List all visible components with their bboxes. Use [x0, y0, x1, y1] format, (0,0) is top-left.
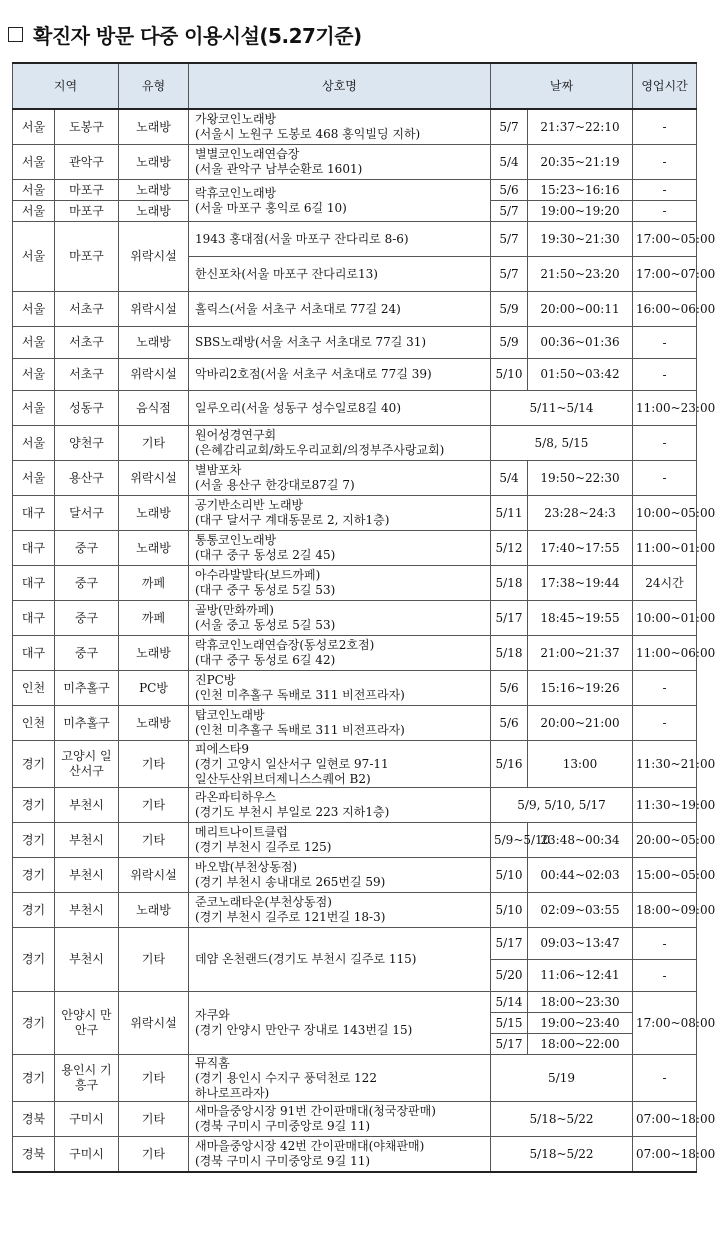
hours-cell: -: [633, 201, 697, 222]
header-type: 유형: [119, 63, 189, 109]
hours-cell: 17:00~07:00: [633, 257, 697, 292]
day-cell: 5/4: [491, 461, 528, 496]
city-cell: 인천: [13, 671, 55, 706]
type-cell: 기타: [119, 788, 189, 823]
day-cell: 5/4: [491, 145, 528, 180]
district-cell: 성동구: [55, 391, 119, 426]
city-cell: 서울: [13, 391, 55, 426]
day-cell: 5/9: [491, 327, 528, 359]
name-cell: 원어성경연구회 (은혜감리교회/화도우리교회/의정부주사랑교회): [189, 426, 491, 461]
district-cell: 안양시 만안구: [55, 992, 119, 1055]
day-cell: 5/17: [491, 1034, 528, 1055]
district-cell: 고양시 일산서구: [55, 741, 119, 788]
time-cell: 09:03~13:47: [528, 928, 633, 960]
district-cell: 서초구: [55, 292, 119, 327]
table-row: [13, 109, 697, 145]
city-cell: 대구: [13, 531, 55, 566]
city-cell: 경기: [13, 788, 55, 823]
table-row: [13, 893, 697, 928]
name-cell: 새마을중앙시장 91번 간이판매대(청국장판매) (경북 구미시 구미중앙로 9길 11): [189, 1102, 491, 1137]
table-row: [13, 496, 697, 531]
hours-cell: -: [633, 1055, 697, 1102]
day-cell: 5/7: [491, 257, 528, 292]
hours-cell: 16:00~06:00: [633, 292, 697, 327]
time-cell: 11:06~12:41: [528, 960, 633, 992]
name-cell: 공기반소리반 노래방 (대구 달서구 계대동문로 2, 지하1층): [189, 496, 491, 531]
name-cell: 일루오리(서울 성동구 성수일로8길 40): [189, 391, 491, 426]
hours-cell: 11:30~21:00: [633, 741, 697, 788]
district-cell: 서초구: [55, 359, 119, 391]
type-cell: 기타: [119, 928, 189, 992]
time-cell: 15:23~16:16: [528, 180, 633, 201]
type-cell: 위락시설: [119, 292, 189, 327]
table-row: [13, 359, 697, 391]
time-cell: 18:45~19:55: [528, 601, 633, 636]
date-cell: 5/9, 5/10, 5/17: [491, 788, 633, 823]
time-cell: 18:00~22:00: [528, 1034, 633, 1055]
date-cell: 5/18~5/22: [491, 1137, 633, 1173]
type-cell: 기타: [119, 1137, 189, 1173]
table-row: [13, 180, 697, 201]
type-cell: 노래방: [119, 145, 189, 180]
city-cell: 대구: [13, 566, 55, 601]
time-cell: 19:30~21:30: [528, 222, 633, 257]
date-cell: 5/11~5/14: [491, 391, 633, 426]
time-cell: 20:00~21:00: [528, 706, 633, 741]
type-cell: 위락시설: [119, 461, 189, 496]
day-cell: 5/7: [491, 201, 528, 222]
district-cell: 마포구: [55, 222, 119, 292]
table-row: [13, 566, 697, 601]
district-cell: 달서구: [55, 496, 119, 531]
table-row: [13, 292, 697, 327]
table-row: [13, 741, 697, 788]
city-cell: 서울: [13, 461, 55, 496]
header-date: 날짜: [491, 63, 633, 109]
table-row: [13, 327, 697, 359]
city-cell: 서울: [13, 222, 55, 292]
district-cell: 양천구: [55, 426, 119, 461]
hours-cell: 11:00~01:00: [633, 531, 697, 566]
name-cell: 진PC방 (인천 미추홀구 독배로 311 비전프라자): [189, 671, 491, 706]
day-cell: 5/6: [491, 180, 528, 201]
table-row: [13, 426, 697, 461]
type-cell: 노래방: [119, 636, 189, 671]
district-cell: 서초구: [55, 327, 119, 359]
district-cell: 부천시: [55, 858, 119, 893]
city-cell: 경북: [13, 1137, 55, 1173]
name-cell: 데얌 온천랜드(경기도 부천시 길주로 115): [189, 928, 491, 992]
hours-cell: 11:00~23:00: [633, 391, 697, 426]
hours-cell: 15:00~05:00: [633, 858, 697, 893]
city-cell: 서울: [13, 327, 55, 359]
name-cell: 홀릭스(서울 서초구 서초대로 77길 24): [189, 292, 491, 327]
time-cell: 00:36~01:36: [528, 327, 633, 359]
name-cell: 라온파티하우스 (경기도 부천시 부일로 223 지하1층): [189, 788, 491, 823]
district-cell: 마포구: [55, 201, 119, 222]
page-title-text: 확진자 방문 다중 이용시설(5.27기준): [33, 23, 362, 48]
district-cell: 부천시: [55, 823, 119, 858]
city-cell: 경기: [13, 858, 55, 893]
hours-cell: -: [633, 180, 697, 201]
time-cell: 19:00~23:40: [528, 1013, 633, 1034]
district-cell: 부천시: [55, 893, 119, 928]
hours-cell: 17:00~05:00: [633, 222, 697, 257]
name-cell: 새마을중앙시장 42번 간이판매대(야채판매) (경북 구미시 구미중앙로 9길 11): [189, 1137, 491, 1173]
name-cell: 바오밥(부천상동점) (경기 부천시 송내대로 265번길 59): [189, 858, 491, 893]
time-cell: 01:50~03:42: [528, 359, 633, 391]
time-cell: 23:48~00:34: [528, 823, 633, 858]
type-cell: 까페: [119, 601, 189, 636]
hours-cell: -: [633, 109, 697, 145]
day-cell: 5/10: [491, 359, 528, 391]
type-cell: 위락시설: [119, 858, 189, 893]
day-cell: 5/6: [491, 706, 528, 741]
table-row: [13, 222, 697, 257]
city-cell: 서울: [13, 145, 55, 180]
hours-cell: 24시간: [633, 566, 697, 601]
table-row: [13, 788, 697, 823]
time-cell: 00:44~02:03: [528, 858, 633, 893]
day-cell: 5/9~5/10: [491, 823, 528, 858]
city-cell: 인천: [13, 706, 55, 741]
name-cell: 골방(만화까페) (서울 중고 동성로 5길 53): [189, 601, 491, 636]
type-cell: 노래방: [119, 327, 189, 359]
time-cell: 13:00: [528, 741, 633, 788]
type-cell: 기타: [119, 741, 189, 788]
city-cell: 경기: [13, 928, 55, 992]
hours-cell: -: [633, 960, 697, 992]
day-cell: 5/17: [491, 928, 528, 960]
type-cell: 노래방: [119, 180, 189, 201]
time-cell: 21:50~23:20: [528, 257, 633, 292]
district-cell: 중구: [55, 566, 119, 601]
district-cell: 미추홀구: [55, 671, 119, 706]
table-header-row: [13, 63, 697, 109]
hours-cell: 11:30~19:00: [633, 788, 697, 823]
district-cell: 미추홀구: [55, 706, 119, 741]
day-cell: 5/7: [491, 109, 528, 145]
day-cell: 5/7: [491, 222, 528, 257]
time-cell: 21:00~21:37: [528, 636, 633, 671]
day-cell: 5/20: [491, 960, 528, 992]
city-cell: 서울: [13, 359, 55, 391]
table-row: [13, 1055, 697, 1102]
type-cell: 기타: [119, 1055, 189, 1102]
hours-cell: 20:00~05:00: [633, 823, 697, 858]
district-cell: 중구: [55, 531, 119, 566]
table-row: [13, 601, 697, 636]
name-cell: 준코노래타운(부천상동점) (경기 부천시 길주로 121번길 18-3): [189, 893, 491, 928]
hours-cell: 17:00~08:00: [633, 992, 697, 1055]
hours-cell: -: [633, 145, 697, 180]
header-name: 상호명: [189, 63, 491, 109]
type-cell: 위락시설: [119, 992, 189, 1055]
day-cell: 5/17: [491, 601, 528, 636]
table-row: [13, 706, 697, 741]
table-row: [13, 1102, 697, 1137]
time-cell: 02:09~03:55: [528, 893, 633, 928]
day-cell: 5/14: [491, 992, 528, 1013]
district-cell: 관악구: [55, 145, 119, 180]
name-cell: 자쿠와 (경기 안양시 만안구 장내로 143번길 15): [189, 992, 491, 1055]
table-row: [13, 531, 697, 566]
city-cell: 서울: [13, 426, 55, 461]
city-cell: 경기: [13, 1055, 55, 1102]
district-cell: 부천시: [55, 928, 119, 992]
type-cell: 음식점: [119, 391, 189, 426]
district-cell: 구미시: [55, 1102, 119, 1137]
table-row: [13, 671, 697, 706]
name-cell: 뮤직홈 (경기 용인시 수지구 풍덕천로 122 하나로프라자): [189, 1055, 491, 1102]
hours-cell: 10:00~01:00: [633, 601, 697, 636]
type-cell: 노래방: [119, 893, 189, 928]
hours-cell: 07:00~18:00: [633, 1102, 697, 1137]
district-cell: 중구: [55, 636, 119, 671]
hours-cell: -: [633, 671, 697, 706]
header-region: 지역: [13, 63, 119, 109]
hours-cell: 10:00~05:00: [633, 496, 697, 531]
city-cell: 경기: [13, 992, 55, 1055]
time-cell: 15:16~19:26: [528, 671, 633, 706]
hours-cell: 11:00~06:00: [633, 636, 697, 671]
time-cell: 17:38~19:44: [528, 566, 633, 601]
day-cell: 5/10: [491, 858, 528, 893]
time-cell: 19:50~22:30: [528, 461, 633, 496]
day-cell: 5/6: [491, 671, 528, 706]
hours-cell: 18:00~09:00: [633, 893, 697, 928]
table-row: [13, 636, 697, 671]
day-cell: 5/10: [491, 893, 528, 928]
table-row: [13, 992, 697, 1013]
type-cell: 노래방: [119, 706, 189, 741]
hours-cell: -: [633, 706, 697, 741]
hours-cell: -: [633, 359, 697, 391]
table-row: [13, 928, 697, 960]
name-cell: 가왕코인노래방 (서울시 노원구 도봉로 468 홍익빌딩 지하): [189, 109, 491, 145]
hours-cell: -: [633, 426, 697, 461]
name-cell: 탑코인노래방 (인천 미추홀구 독배로 311 비전프라자): [189, 706, 491, 741]
table-row: [13, 461, 697, 496]
day-cell: 5/18: [491, 636, 528, 671]
page-title: [8, 14, 362, 54]
name-cell: SBS노래방(서울 서초구 서초대로 77길 31): [189, 327, 491, 359]
name-cell: 별별코인노래연습장 (서울 관악구 남부순환로 1601): [189, 145, 491, 180]
name-cell: 별밤포차 (서울 용산구 한강대로87길 7): [189, 461, 491, 496]
city-cell: 서울: [13, 180, 55, 201]
day-cell: 5/11: [491, 496, 528, 531]
type-cell: 기타: [119, 823, 189, 858]
table-row: [13, 391, 697, 426]
hours-cell: -: [633, 327, 697, 359]
time-cell: 19:00~19:20: [528, 201, 633, 222]
name-cell: 피에스타9 (경기 고양시 일산서구 일현로 97-11 일산두산위브더제니스스퀘어 B2): [189, 741, 491, 788]
name-cell: 악바리2호점(서울 서초구 서초대로 77길 39): [189, 359, 491, 391]
table-row: [13, 823, 697, 858]
district-cell: 도봉구: [55, 109, 119, 145]
time-cell: 20:35~21:19: [528, 145, 633, 180]
day-cell: 5/9: [491, 292, 528, 327]
time-cell: 20:00~00:11: [528, 292, 633, 327]
table-row: [13, 858, 697, 893]
day-cell: 5/18: [491, 566, 528, 601]
day-cell: 5/16: [491, 741, 528, 788]
district-cell: 구미시: [55, 1137, 119, 1173]
city-cell: 경기: [13, 823, 55, 858]
city-cell: 대구: [13, 496, 55, 531]
name-cell: 아수라발발타(보드까페) (대구 중구 동성로 5길 53): [189, 566, 491, 601]
district-cell: 용인시 기흥구: [55, 1055, 119, 1102]
header-hours: 영업시간: [633, 63, 697, 109]
type-cell: 기타: [119, 426, 189, 461]
city-cell: 서울: [13, 109, 55, 145]
district-cell: 마포구: [55, 180, 119, 201]
name-cell: 락휴코인노래방 (서울 마포구 홍익로 6길 10): [189, 180, 491, 222]
type-cell: 노래방: [119, 109, 189, 145]
district-cell: 부천시: [55, 788, 119, 823]
city-cell: 경기: [13, 741, 55, 788]
district-cell: 중구: [55, 601, 119, 636]
day-cell: 5/15: [491, 1013, 528, 1034]
date-cell: 5/18~5/22: [491, 1102, 633, 1137]
name-cell: 메리트나이트클럽 (경기 부천시 길주로 125): [189, 823, 491, 858]
day-cell: 5/12: [491, 531, 528, 566]
type-cell: 노래방: [119, 496, 189, 531]
table-row: [13, 145, 697, 180]
city-cell: 서울: [13, 201, 55, 222]
city-cell: 대구: [13, 601, 55, 636]
district-cell: 용산구: [55, 461, 119, 496]
time-cell: 21:37~22:10: [528, 109, 633, 145]
type-cell: 위락시설: [119, 222, 189, 292]
time-cell: 18:00~23:30: [528, 992, 633, 1013]
city-cell: 경북: [13, 1102, 55, 1137]
name-cell: 락휴코인노래연습장(동성로2호점) (대구 중구 동성로 6길 42): [189, 636, 491, 671]
type-cell: 까페: [119, 566, 189, 601]
type-cell: PC방: [119, 671, 189, 706]
name-cell: 한신포차(서울 마포구 잔다리로13): [189, 257, 491, 292]
checkbox-square-icon: [8, 27, 23, 42]
hours-cell: 07:00~18:00: [633, 1137, 697, 1173]
type-cell: 노래방: [119, 201, 189, 222]
city-cell: 경기: [13, 893, 55, 928]
type-cell: 위락시설: [119, 359, 189, 391]
date-cell: 5/8, 5/15: [491, 426, 633, 461]
name-cell: 1943 홍대점(서울 마포구 잔다리로 8-6): [189, 222, 491, 257]
time-cell: 17:40~17:55: [528, 531, 633, 566]
type-cell: 노래방: [119, 531, 189, 566]
type-cell: 기타: [119, 1102, 189, 1137]
city-cell: 대구: [13, 636, 55, 671]
date-cell: 5/19: [491, 1055, 633, 1102]
name-cell: 통통코인노래방 (대구 중구 동성로 2길 45): [189, 531, 491, 566]
hours-cell: -: [633, 928, 697, 960]
table-row: [13, 1137, 697, 1173]
facility-table: [12, 62, 715, 1173]
hours-cell: -: [633, 461, 697, 496]
time-cell: 23:28~24:3: [528, 496, 633, 531]
city-cell: 서울: [13, 292, 55, 327]
